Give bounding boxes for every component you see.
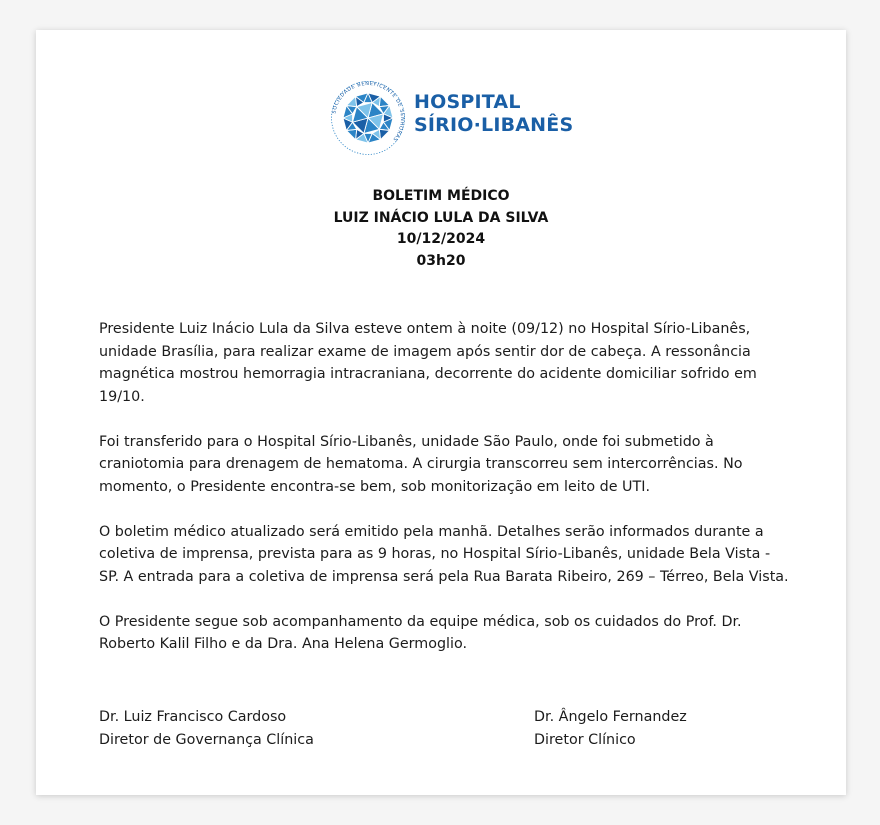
document-page [36,30,846,795]
bulletin-header [36,186,846,272]
hospital-emblem-icon [328,78,408,158]
paragraph-1: Presidente Luiz Inácio Lula da Silva esteve ontem à noite (09/12) no Hospital Sírio-Libanês, unidade Brasília, para realizar exame de imagem após sentir dor de cabeça. A ressonância magnética mostrou hemorragia intracraniana, decorrente do acidente domiciliar sofrido em 19/10. [99,321,757,405]
logo-line-2: SÍRIO·LIBANÊS [414,114,574,136]
emblem-facet [346,129,356,139]
bulletin-time: 03h20 [416,252,466,269]
bulletin-title: BOLETIM MÉDICO [372,188,510,204]
emblem-facet [379,129,389,139]
paragraph-3: O boletim médico atualizado será emitido pela manhã. Detalhes serão informados durante a coletiva de imprensa, prevista para as 9 horas, no Hospital Sírio-Libanês, unidade Bela Vista - SP. A entrada para a coletiva de imprensa será pela Rua Barata Ribeiro, 269 – Térreo, Bela Vista. [99,523,789,585]
signatory-name: Dr. Ângelo Fernandez [534,709,687,725]
paragraph-2: Foi transferido para o Hospital Sírio-Libanês, unidade São Paulo, onde foi submetido à craniotomia para drenagem de hematoma. A cirurgia transcorreu sem intercorrências. No momento, o Presidente encontra-se bem, sob monitorização em leito de UTI. [99,433,743,495]
signature-right [534,706,687,751]
signatory-role: Diretor Clínico [534,731,636,748]
patient-name: LUIZ INÁCIO LULA DA SILVA [333,209,549,226]
signatory-role: Diretor de Governança Clínica [99,731,314,748]
hospital-logo [328,78,598,158]
logo-wordmark [414,91,573,137]
bulletin-date: 10/12/2024 [396,231,486,247]
logo-line-1: HOSPITAL [414,91,521,113]
bulletin-body [99,318,789,678]
paragraph-4: O Presidente segue sob acompanhamento da equipe médica, sob os cuidados do Prof. Dr. Roberto Kalil Filho e da Dra. Ana Helena Germoglio. [99,613,742,652]
signature-left [99,706,314,751]
emblem-facet [346,96,356,106]
emblem-facet [379,96,389,106]
signatory-name: Dr. Luiz Francisco Cardoso [99,709,287,725]
logo-ring-text: SOCIEDADE BENEFICENTE DE SENHORAS [331,80,406,143]
